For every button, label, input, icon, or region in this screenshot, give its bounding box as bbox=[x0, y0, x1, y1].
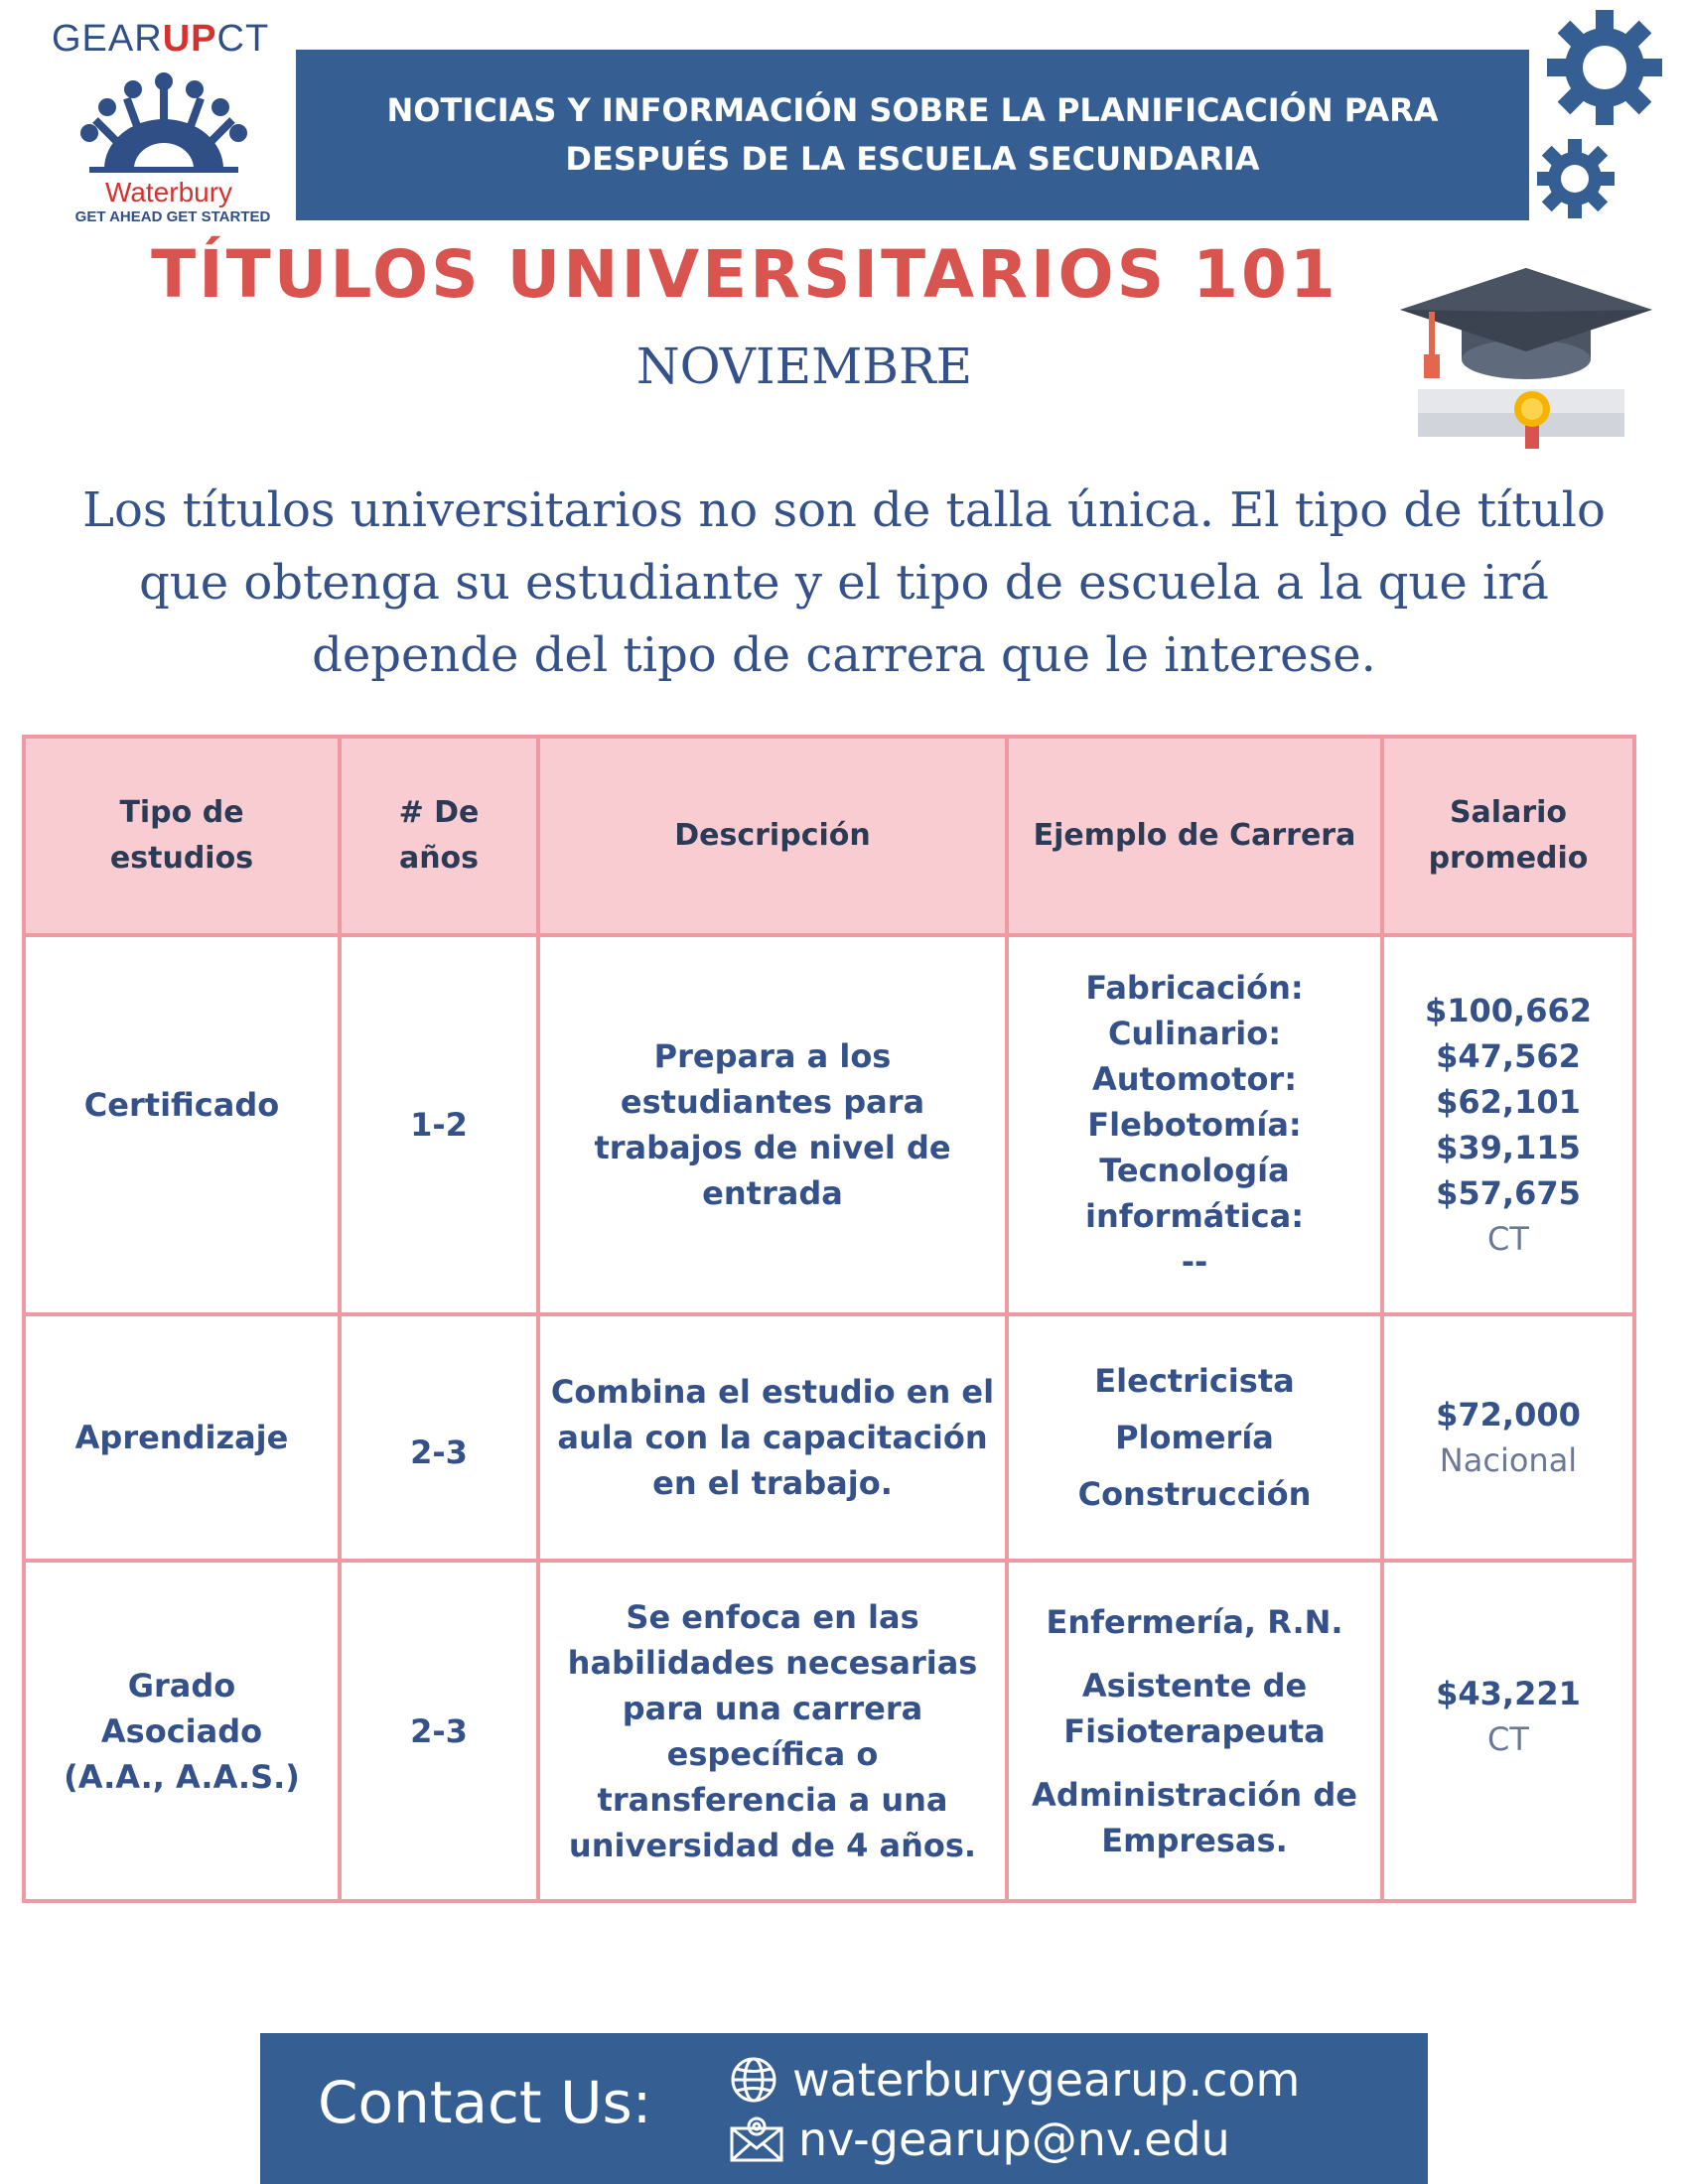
intro-paragraph bbox=[40, 475, 1648, 692]
globe-icon bbox=[729, 2055, 778, 2105]
cell-type: Aprendizaje bbox=[24, 1314, 340, 1561]
email-row[interactable] bbox=[729, 2113, 1230, 2166]
table-row-certificado bbox=[24, 935, 1634, 1314]
banner-line-2: DESPUÉS DE LA ESCUELA SECUNDARIA bbox=[565, 140, 1260, 178]
cell-salary: $100,662 $47,562 $62,101 $39,115 $57,675 CT bbox=[1382, 935, 1634, 1314]
table-row-aprendizaje bbox=[24, 1314, 1634, 1561]
cell-type: Certificado bbox=[24, 935, 340, 1314]
header-description: Descripción bbox=[538, 737, 1007, 935]
cell-description: Se enfoca en las habilidades necesarias para una carrera específica o transferencia a una universidad de 4 años. bbox=[538, 1561, 1007, 1901]
table-header-row bbox=[24, 737, 1634, 935]
header-salary: Salario promedio bbox=[1382, 737, 1634, 935]
cell-description: Prepara a los estudiantes para trabajos de nivel de entrada bbox=[538, 935, 1007, 1314]
cell-careers: Electricista Plomería Construcción bbox=[1007, 1314, 1382, 1561]
banner-line-1: NOTICIAS Y INFORMACIÓN SOBRE LA PLANIFICACIÓN PARA bbox=[386, 91, 1439, 129]
month-subtitle: NOVIEMBRE bbox=[635, 338, 973, 395]
cell-years: 2-3 bbox=[340, 1561, 538, 1901]
header-years: # De años bbox=[340, 737, 538, 935]
intro-line-2: que obtenga su estudiante y el tipo de escuela a la que irá bbox=[139, 555, 1549, 611]
gears-icon bbox=[1537, 6, 1666, 224]
logo-brand-up: UP bbox=[162, 18, 217, 60]
cell-careers: Enfermería, R.N. Asistente de Fisioterapeuta Administración de Empresas. bbox=[1007, 1561, 1382, 1901]
gearup-logo-icon bbox=[60, 60, 268, 179]
email-link[interactable]: nv-gearup@nv.edu bbox=[798, 2113, 1230, 2166]
cell-description: Combina el estudio en el aula con la capacitación en el trabajo. bbox=[538, 1314, 1007, 1561]
gearup-logo-text bbox=[52, 18, 269, 61]
cell-type: Grado Asociado (A.A., A.A.S.) bbox=[24, 1561, 340, 1901]
logo-brand-suffix: CT bbox=[216, 18, 270, 60]
website-row[interactable] bbox=[729, 2053, 1300, 2107]
cell-salary: $72,000 Nacional bbox=[1382, 1314, 1634, 1561]
logo-city: Waterbury bbox=[104, 177, 233, 207]
logo-brand-prefix: GEAR bbox=[52, 18, 163, 60]
degree-table bbox=[22, 735, 1636, 1903]
salary-region: Nacional bbox=[1439, 1441, 1578, 1479]
table-row-grado-asociado bbox=[24, 1561, 1634, 1901]
header-type: Tipo de estudios bbox=[24, 737, 340, 935]
graduation-cap-icon bbox=[1392, 260, 1660, 469]
intro-line-1: Los títulos universitarios no son de talla única. El tipo de título bbox=[82, 482, 1606, 538]
header-career: Ejemplo de Carrera bbox=[1007, 737, 1382, 935]
page-title: TÍTULOS UNIVERSITARIOS 101 bbox=[151, 236, 1338, 313]
salary-region: CT bbox=[1487, 1220, 1529, 1258]
cell-salary: $43,221 CT bbox=[1382, 1561, 1634, 1901]
cell-years: 2-3 bbox=[340, 1314, 538, 1561]
contact-label: Contact Us: bbox=[318, 2069, 652, 2136]
envelope-icon bbox=[729, 2115, 784, 2164]
cell-years: 1-2 bbox=[340, 935, 538, 1314]
contact-footer bbox=[260, 2033, 1428, 2184]
intro-line-3: depende del tipo de carrera que le interese. bbox=[312, 627, 1376, 683]
header-banner bbox=[296, 50, 1529, 220]
cell-careers: Fabricación: Culinario: Automotor: Flebotomía: Tecnología informática: -- bbox=[1007, 935, 1382, 1314]
logo-tagline: GET AHEAD GET STARTED bbox=[74, 208, 271, 225]
website-link[interactable]: waterburygearup.com bbox=[792, 2053, 1301, 2107]
salary-region: CT bbox=[1487, 1719, 1529, 1758]
